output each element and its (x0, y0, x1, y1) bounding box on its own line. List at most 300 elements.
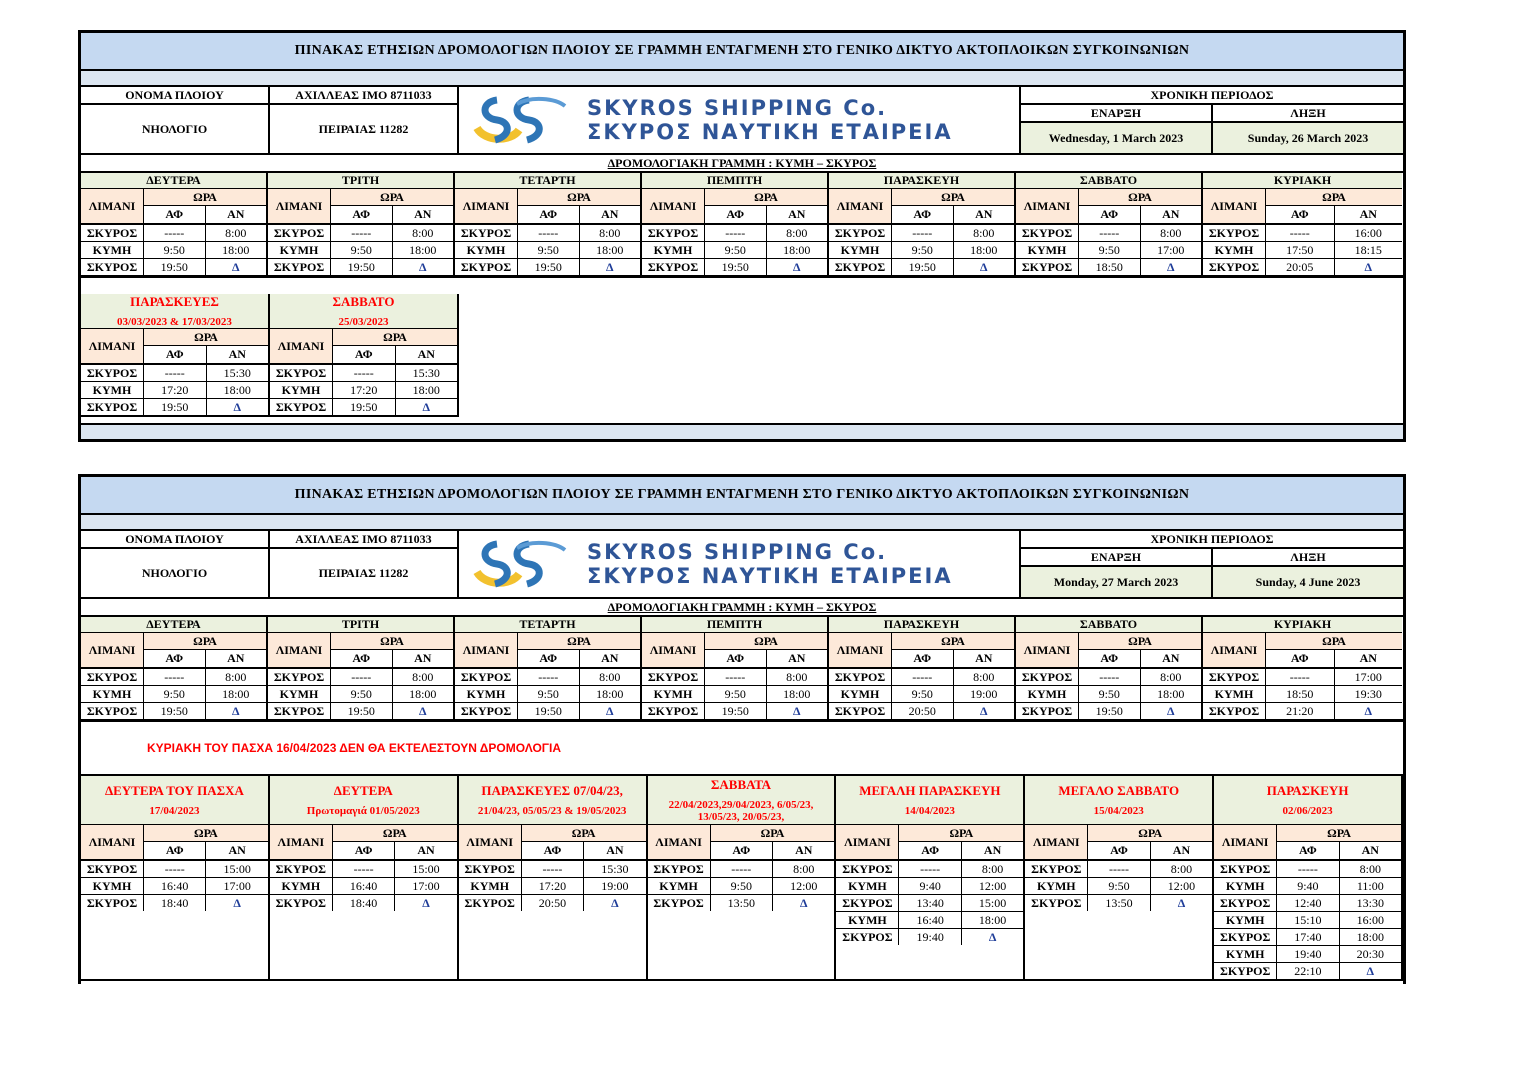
table-row (81, 703, 266, 719)
arrival-cell: 8:00 (599, 669, 621, 684)
port-cell: ΣΚΥΡΟΣ (642, 225, 705, 241)
sheet-title: ΠΙΝΑΚΑΣ ΕΤΗΣΙΩΝ ΔΡΟΜΟΛΟΓΙΩΝ ΠΛΟΙΟΥ ΣΕ ΓΡΑΜΜΗ ΕΝΤΑΓΜΕΝΗ ΣΤΟ ΓΕΝΙΚΟ ΔΙΚΤΥΟ ΑΚΤΟΠΛΟΙΚΩΝ ΣΥΓΚΟΙΝΩΝΙΩΝ (81, 33, 1403, 71)
arrival-cell: 18:00 (596, 242, 624, 257)
arrival-cell: 15:30 (601, 861, 629, 876)
day-name: ΠΕΜΠΤΗ (642, 173, 827, 189)
table-header (1203, 189, 1402, 225)
port-cell: ΣΚΥΡΟΣ (1016, 225, 1079, 241)
port-cell: ΚΥΜΗ (81, 382, 144, 398)
special-day-column (81, 294, 270, 417)
arrival-cell: Δ (231, 259, 240, 274)
table-header (459, 825, 646, 861)
arrival-cell: 8:00 (973, 669, 995, 684)
dep-arr-header (333, 842, 457, 859)
port-cell: ΚΥΜΗ (81, 242, 144, 258)
arrival-cell: 8:00 (599, 225, 621, 240)
day-column (268, 617, 455, 719)
special-day-column (836, 776, 1025, 981)
arrival-cell: Δ (799, 895, 808, 910)
dep-arr-header (1079, 650, 1201, 667)
schedule-rows (1203, 225, 1402, 275)
port-header: ΛΙΜΑΝΙ (1214, 825, 1277, 859)
hour-header: ΩΡΑ (331, 633, 453, 650)
table-row (648, 895, 835, 911)
table-row (829, 225, 1014, 242)
arrival-cell: Δ (605, 703, 614, 718)
special-day-name: ΜΕΓΑΛΟ ΣΑΒΒΑΤΟ (1058, 783, 1180, 798)
time-header (1277, 825, 1401, 859)
weekly-schedule (81, 617, 1403, 722)
special-day-column (459, 776, 648, 981)
port-cell: ΚΥΜΗ (836, 912, 899, 928)
day-name: ΔΕΥΤΕΡΑ (81, 617, 266, 633)
port-cell: ΚΥΜΗ (836, 878, 899, 894)
arrival-cell: 18:00 (222, 686, 250, 701)
time-header (144, 633, 266, 667)
port-cell: ΚΥΜΗ (1214, 946, 1277, 962)
arrival-cell: 8:00 (412, 225, 434, 240)
departure-cell: ----- (518, 669, 580, 685)
special-day-header (270, 294, 457, 329)
ship-name-value: ΑΧΙΛΛΕΑΣ ΙΜΟ 8711033 (270, 531, 457, 549)
departure-cell: 9:50 (144, 686, 206, 702)
dep-arr-header (333, 346, 457, 363)
departure-header: ΑΦ (518, 650, 580, 667)
departure-cell: ----- (705, 669, 767, 685)
spacer-row (81, 71, 1403, 87)
arrival-cell: 8:00 (793, 861, 815, 876)
departure-cell: ----- (333, 365, 396, 381)
time-header (1079, 633, 1201, 667)
port-cell: ΣΚΥΡΟΣ (642, 669, 705, 685)
arrival-header: ΑΝ (767, 206, 828, 223)
departure-cell: 9:50 (331, 686, 393, 702)
time-header (518, 189, 640, 223)
day-column (1203, 173, 1402, 275)
table-row (1016, 225, 1201, 242)
hour-header: ΩΡΑ (333, 329, 457, 346)
port-cell: ΣΚΥΡΟΣ (642, 259, 705, 275)
port-cell: ΣΚΥΡΟΣ (81, 225, 144, 241)
schedule-rows (455, 669, 640, 719)
departure-cell: ----- (892, 225, 954, 241)
day-column (1016, 617, 1203, 719)
table-row (81, 365, 268, 382)
dep-arr-header (711, 842, 835, 859)
port-cell: ΚΥΜΗ (270, 382, 333, 398)
departure-cell: 19:50 (331, 703, 393, 719)
port-header: ΛΙΜΑΝΙ (81, 825, 144, 859)
arrival-cell: 20:30 (1356, 946, 1384, 961)
table-row (642, 686, 827, 703)
time-header (333, 329, 457, 363)
departure-cell: 18:50 (1266, 686, 1335, 702)
special-day-header (81, 294, 268, 329)
time-header (522, 825, 646, 859)
departure-cell: 9:40 (899, 878, 961, 894)
dep-arr-header (144, 650, 266, 667)
start-label: ΕΝΑΡΞΗ (1021, 549, 1213, 565)
departure-cell: 19:50 (333, 399, 396, 415)
table-header (81, 329, 268, 365)
port-cell: ΣΚΥΡΟΣ (1203, 703, 1266, 719)
arrival-header: ΑΝ (206, 650, 267, 667)
port-cell: ΣΚΥΡΟΣ (270, 895, 333, 911)
special-day-header (648, 776, 835, 825)
special-day-dates: 21/04/23, 05/05/23 & 19/05/2023 (477, 805, 627, 817)
registry-value: ΠΕΙΡΑΙΑΣ 11282 (318, 565, 409, 580)
departure-header: ΑΦ (711, 842, 773, 859)
port-cell: ΣΚΥΡΟΣ (268, 225, 331, 241)
schedule-rows (642, 225, 827, 275)
day-column (642, 617, 829, 719)
port-cell: ΣΚΥΡΟΣ (1025, 861, 1088, 877)
port-cell: ΚΥΜΗ (459, 878, 522, 894)
table-row (1203, 242, 1402, 259)
arrival-cell: 18:00 (783, 242, 811, 257)
table-header (642, 189, 827, 225)
time-header (144, 329, 268, 363)
arrival-header: ΑΝ (1335, 650, 1403, 667)
port-cell: ΚΥΜΗ (1025, 878, 1088, 894)
special-day-name: ΠΑΡΑΣΚΕΥΗ (1266, 783, 1349, 798)
special-day-dates: 25/03/2023 (338, 316, 389, 328)
dep-arr-header (1266, 650, 1402, 667)
time-header (1266, 189, 1402, 223)
departure-cell: 18:50 (1079, 259, 1141, 275)
table-row (1203, 225, 1402, 242)
departure-cell: 17:20 (333, 382, 396, 398)
time-header (705, 633, 827, 667)
time-header (711, 825, 835, 859)
schedule-rows (81, 669, 266, 719)
arrival-cell: Δ (1366, 963, 1375, 978)
departure-cell: ----- (331, 669, 393, 685)
dep-arr-header (144, 206, 266, 223)
special-day-dates: Πρωτομαγιά 01/05/2023 (306, 805, 420, 817)
departure-header: ΑΦ (1277, 842, 1339, 859)
departure-cell: 9:50 (892, 242, 954, 258)
arrival-header: ΑΝ (393, 206, 454, 223)
arrival-cell: 18:00 (970, 242, 998, 257)
departure-header: ΑΦ (522, 842, 584, 859)
port-header: ΛΙΜΑΝΙ (81, 189, 144, 223)
arrival-header: ΑΝ (1340, 842, 1401, 859)
special-schedule (81, 776, 1403, 981)
ss-logo-icon (467, 534, 567, 594)
arrival-cell: 16:00 (1354, 225, 1382, 240)
port-header: ΛΙΜΑΝΙ (270, 329, 333, 363)
arrival-cell: 15:30 (412, 365, 440, 380)
schedule-rows (459, 861, 646, 911)
dep-arr-header (331, 650, 453, 667)
table-row (268, 225, 453, 242)
departure-cell: ----- (144, 225, 206, 241)
arrival-cell: 19:00 (601, 878, 629, 893)
departure-header: ΑΦ (144, 842, 206, 859)
port-cell: ΣΚΥΡΟΣ (1214, 963, 1277, 979)
departure-header: ΑΦ (333, 346, 396, 363)
day-column (829, 173, 1016, 275)
table-row (268, 669, 453, 686)
schedule-rows (270, 861, 457, 911)
special-day-dates: 17/04/2023 (149, 805, 200, 817)
departure-header: ΑΦ (1266, 206, 1335, 223)
table-row (1214, 878, 1401, 895)
schedule-rows (836, 861, 1023, 945)
table-row (81, 242, 266, 259)
arrival-header: ΑΝ (584, 842, 645, 859)
port-cell: ΚΥΜΗ (1203, 686, 1266, 702)
departure-cell: ----- (144, 669, 206, 685)
departure-cell: 22:10 (1277, 963, 1339, 979)
special-day-dates: 14/04/2023 (904, 805, 955, 817)
arrival-cell: 19:00 (970, 686, 998, 701)
table-header (81, 189, 266, 225)
weekly-schedule (81, 173, 1403, 278)
departure-cell: 21:20 (1266, 703, 1335, 719)
table-row (270, 399, 457, 415)
departure-cell: 20:50 (892, 703, 954, 719)
arrival-cell: Δ (422, 895, 430, 910)
table-header (1025, 825, 1212, 861)
departure-cell: 9:50 (1079, 686, 1141, 702)
easter-notice: ΚΥΡΙΑΚΗ ΤΟΥ ΠΑΣΧΑ 16/04/2023 ΔΕΝ ΘΑ ΕΚΤΕΛΕΣΤΟΥΝ ΔΡΟΜΟΛΟΓΙΑ (81, 722, 1403, 776)
end-date: Sunday, 26 March 2023 (1247, 130, 1369, 145)
port-cell: ΚΥΜΗ (829, 242, 892, 258)
departure-cell: 9:50 (1079, 242, 1141, 258)
day-column (1016, 173, 1203, 275)
table-row (1016, 259, 1201, 275)
table-row (829, 669, 1014, 686)
table-row (642, 225, 827, 242)
port-cell: ΣΚΥΡΟΣ (829, 225, 892, 241)
table-row (270, 382, 457, 399)
port-cell: ΣΚΥΡΟΣ (81, 895, 144, 911)
departure-cell: 20:50 (522, 895, 584, 911)
arrival-cell: Δ (233, 895, 241, 910)
table-row (268, 242, 453, 259)
arrival-cell: Δ (979, 703, 988, 718)
arrival-cell: 18:00 (1157, 686, 1185, 701)
departure-cell: ----- (331, 225, 393, 241)
arrival-header: ΑΝ (1141, 650, 1202, 667)
table-row (836, 929, 1023, 945)
dep-arr-header (1266, 206, 1402, 223)
special-day-column (1214, 776, 1403, 981)
table-row (642, 242, 827, 259)
port-cell: ΣΚΥΡΟΣ (268, 259, 331, 275)
port-header: ΛΙΜΑΝΙ (1203, 189, 1266, 223)
start-date: Wednesday, 1 March 2023 (1021, 123, 1213, 153)
arrival-header: ΑΝ (954, 650, 1015, 667)
special-day-header (270, 776, 457, 825)
port-cell: ΣΚΥΡΟΣ (836, 861, 899, 877)
port-cell: ΚΥΜΗ (455, 686, 518, 702)
table-row (642, 669, 827, 686)
table-row (1214, 963, 1401, 979)
departure-cell: 9:50 (892, 686, 954, 702)
schedule-rows (81, 861, 268, 911)
table-row (1203, 703, 1402, 719)
table-row (836, 912, 1023, 929)
table-row (642, 703, 827, 719)
departure-cell: 13:40 (899, 895, 961, 911)
table-header (648, 825, 835, 861)
table-row (829, 686, 1014, 703)
day-column (829, 617, 1016, 719)
table-row (81, 861, 268, 878)
arrival-cell: Δ (418, 703, 427, 718)
departure-cell: ----- (522, 861, 584, 877)
start-date: Monday, 27 March 2023 (1021, 567, 1213, 597)
dep-arr-header (144, 842, 268, 859)
port-cell: ΣΚΥΡΟΣ (1025, 895, 1088, 911)
route-line: ΔΡΟΜΟΛΟΓΙΑΚΗ ΓΡΑΜΜΗ : ΚΥΜΗ – ΣΚΥΡΟΣ (81, 155, 1403, 173)
arrival-cell: 18:00 (223, 382, 251, 397)
table-row (459, 861, 646, 878)
arrival-cell: 15:30 (223, 365, 251, 380)
table-row (270, 878, 457, 895)
port-cell: ΣΚΥΡΟΣ (81, 399, 144, 415)
port-cell: ΣΚΥΡΟΣ (836, 929, 899, 945)
table-row (81, 399, 268, 415)
table-header (81, 633, 266, 669)
departure-cell: ----- (705, 225, 767, 241)
departure-cell: ----- (144, 365, 207, 381)
ss-logo-icon (467, 90, 567, 150)
departure-header: ΑΦ (892, 650, 954, 667)
hour-header: ΩΡΑ (705, 633, 827, 650)
table-row (459, 895, 646, 911)
departure-header: ΑΦ (705, 206, 767, 223)
period-block (1021, 531, 1403, 597)
table-row (836, 861, 1023, 878)
port-cell: ΚΥΜΗ (1203, 242, 1266, 258)
port-cell: ΣΚΥΡΟΣ (829, 669, 892, 685)
port-cell: ΚΥΜΗ (1016, 686, 1079, 702)
port-cell: ΣΚΥΡΟΣ (270, 399, 333, 415)
departure-header: ΑΦ (333, 842, 395, 859)
departure-cell: 19:40 (1277, 946, 1339, 962)
departure-cell: 12:40 (1277, 895, 1339, 911)
special-day-name: ΣΑΒΒΑΤΑ (710, 777, 772, 792)
port-cell: ΣΚΥΡΟΣ (455, 259, 518, 275)
table-header (270, 329, 457, 365)
port-cell: ΣΚΥΡΟΣ (648, 861, 711, 877)
port-header: ΛΙΜΑΝΙ (81, 329, 144, 363)
table-row (455, 686, 640, 703)
arrival-cell: Δ (605, 259, 614, 274)
table-header (829, 189, 1014, 225)
arrival-cell: 17:00 (412, 878, 440, 893)
table-row (268, 686, 453, 703)
table-header (1203, 633, 1402, 669)
arrival-cell: 18:00 (978, 912, 1007, 927)
arrival-header: ΑΝ (207, 346, 269, 363)
table-row (1203, 686, 1402, 703)
port-header: ΛΙΜΑΝΙ (455, 633, 518, 667)
arrival-cell: Δ (611, 895, 619, 910)
table-row (81, 259, 266, 275)
port-cell: ΣΚΥΡΟΣ (455, 669, 518, 685)
arrival-header: ΑΝ (393, 650, 454, 667)
dep-arr-header (892, 206, 1014, 223)
departure-cell: 9:40 (1277, 878, 1339, 894)
table-row (1214, 895, 1401, 912)
departure-cell: ----- (1266, 225, 1335, 241)
departure-cell: ----- (711, 861, 773, 877)
special-day-dates: 02/06/2023 (1282, 805, 1333, 817)
port-cell: ΣΚΥΡΟΣ (455, 225, 518, 241)
port-cell: ΚΥΜΗ (829, 686, 892, 702)
port-cell: ΚΥΜΗ (81, 878, 144, 894)
day-name: ΤΡΙΤΗ (268, 617, 453, 633)
hour-header: ΩΡΑ (1277, 825, 1401, 842)
footer-row (81, 423, 1403, 439)
table-row (829, 703, 1014, 719)
port-header: ΛΙΜΑΝΙ (642, 633, 705, 667)
time-header (1079, 189, 1201, 223)
company-logo (459, 531, 1021, 597)
registry-label: ΝΗΟΛΟΓΙΟ (141, 121, 208, 136)
departure-header: ΑΦ (331, 206, 393, 223)
hour-header: ΩΡΑ (518, 189, 640, 206)
port-cell: ΣΚΥΡΟΣ (1203, 225, 1266, 241)
table-row (836, 895, 1023, 912)
table-header (81, 825, 268, 861)
schedule-rows (81, 225, 266, 275)
arrival-cell: 18:00 (222, 242, 250, 257)
schedule-rows (1016, 669, 1201, 719)
day-name: ΣΑΒΒΑΤΟ (1016, 617, 1201, 633)
port-cell: ΣΚΥΡΟΣ (81, 861, 144, 877)
special-day-name: ΠΑΡΑΣΚΕΥΕΣ 07/04/23, (481, 783, 623, 798)
port-cell: ΣΚΥΡΟΣ (459, 895, 522, 911)
arrival-cell: 8:00 (412, 669, 434, 684)
dep-arr-header (892, 650, 1014, 667)
departure-cell: ----- (518, 225, 580, 241)
departure-cell: 20:05 (1266, 259, 1335, 275)
day-column (455, 617, 642, 719)
dep-arr-header (1277, 842, 1401, 859)
hour-header: ΩΡΑ (705, 189, 827, 206)
departure-cell: 17:20 (522, 878, 584, 894)
dep-arr-header (1088, 842, 1212, 859)
table-row (829, 259, 1014, 275)
port-cell: ΣΚΥΡΟΣ (1214, 861, 1277, 877)
departure-cell: 18:40 (333, 895, 395, 911)
schedule-sheet-2 (78, 474, 1406, 984)
arrival-cell: Δ (792, 259, 801, 274)
port-cell: ΣΚΥΡΟΣ (270, 861, 333, 877)
port-header: ΛΙΜΑΝΙ (455, 189, 518, 223)
time-header (144, 825, 268, 859)
day-name: ΠΑΡΑΣΚΕΥΗ (829, 173, 1014, 189)
port-header: ΛΙΜΑΝΙ (1016, 189, 1079, 223)
table-header (268, 633, 453, 669)
port-cell: ΣΚΥΡΟΣ (268, 703, 331, 719)
schedule-rows (1025, 861, 1212, 911)
arrival-header: ΑΝ (395, 842, 456, 859)
departure-cell: ----- (1277, 861, 1339, 877)
special-schedule (81, 294, 1403, 417)
arrival-cell: 18:00 (596, 686, 624, 701)
schedule-rows (1214, 861, 1401, 979)
port-cell: ΣΚΥΡΟΣ (1016, 669, 1079, 685)
hour-header: ΩΡΑ (144, 633, 266, 650)
departure-cell: 16:40 (333, 878, 395, 894)
